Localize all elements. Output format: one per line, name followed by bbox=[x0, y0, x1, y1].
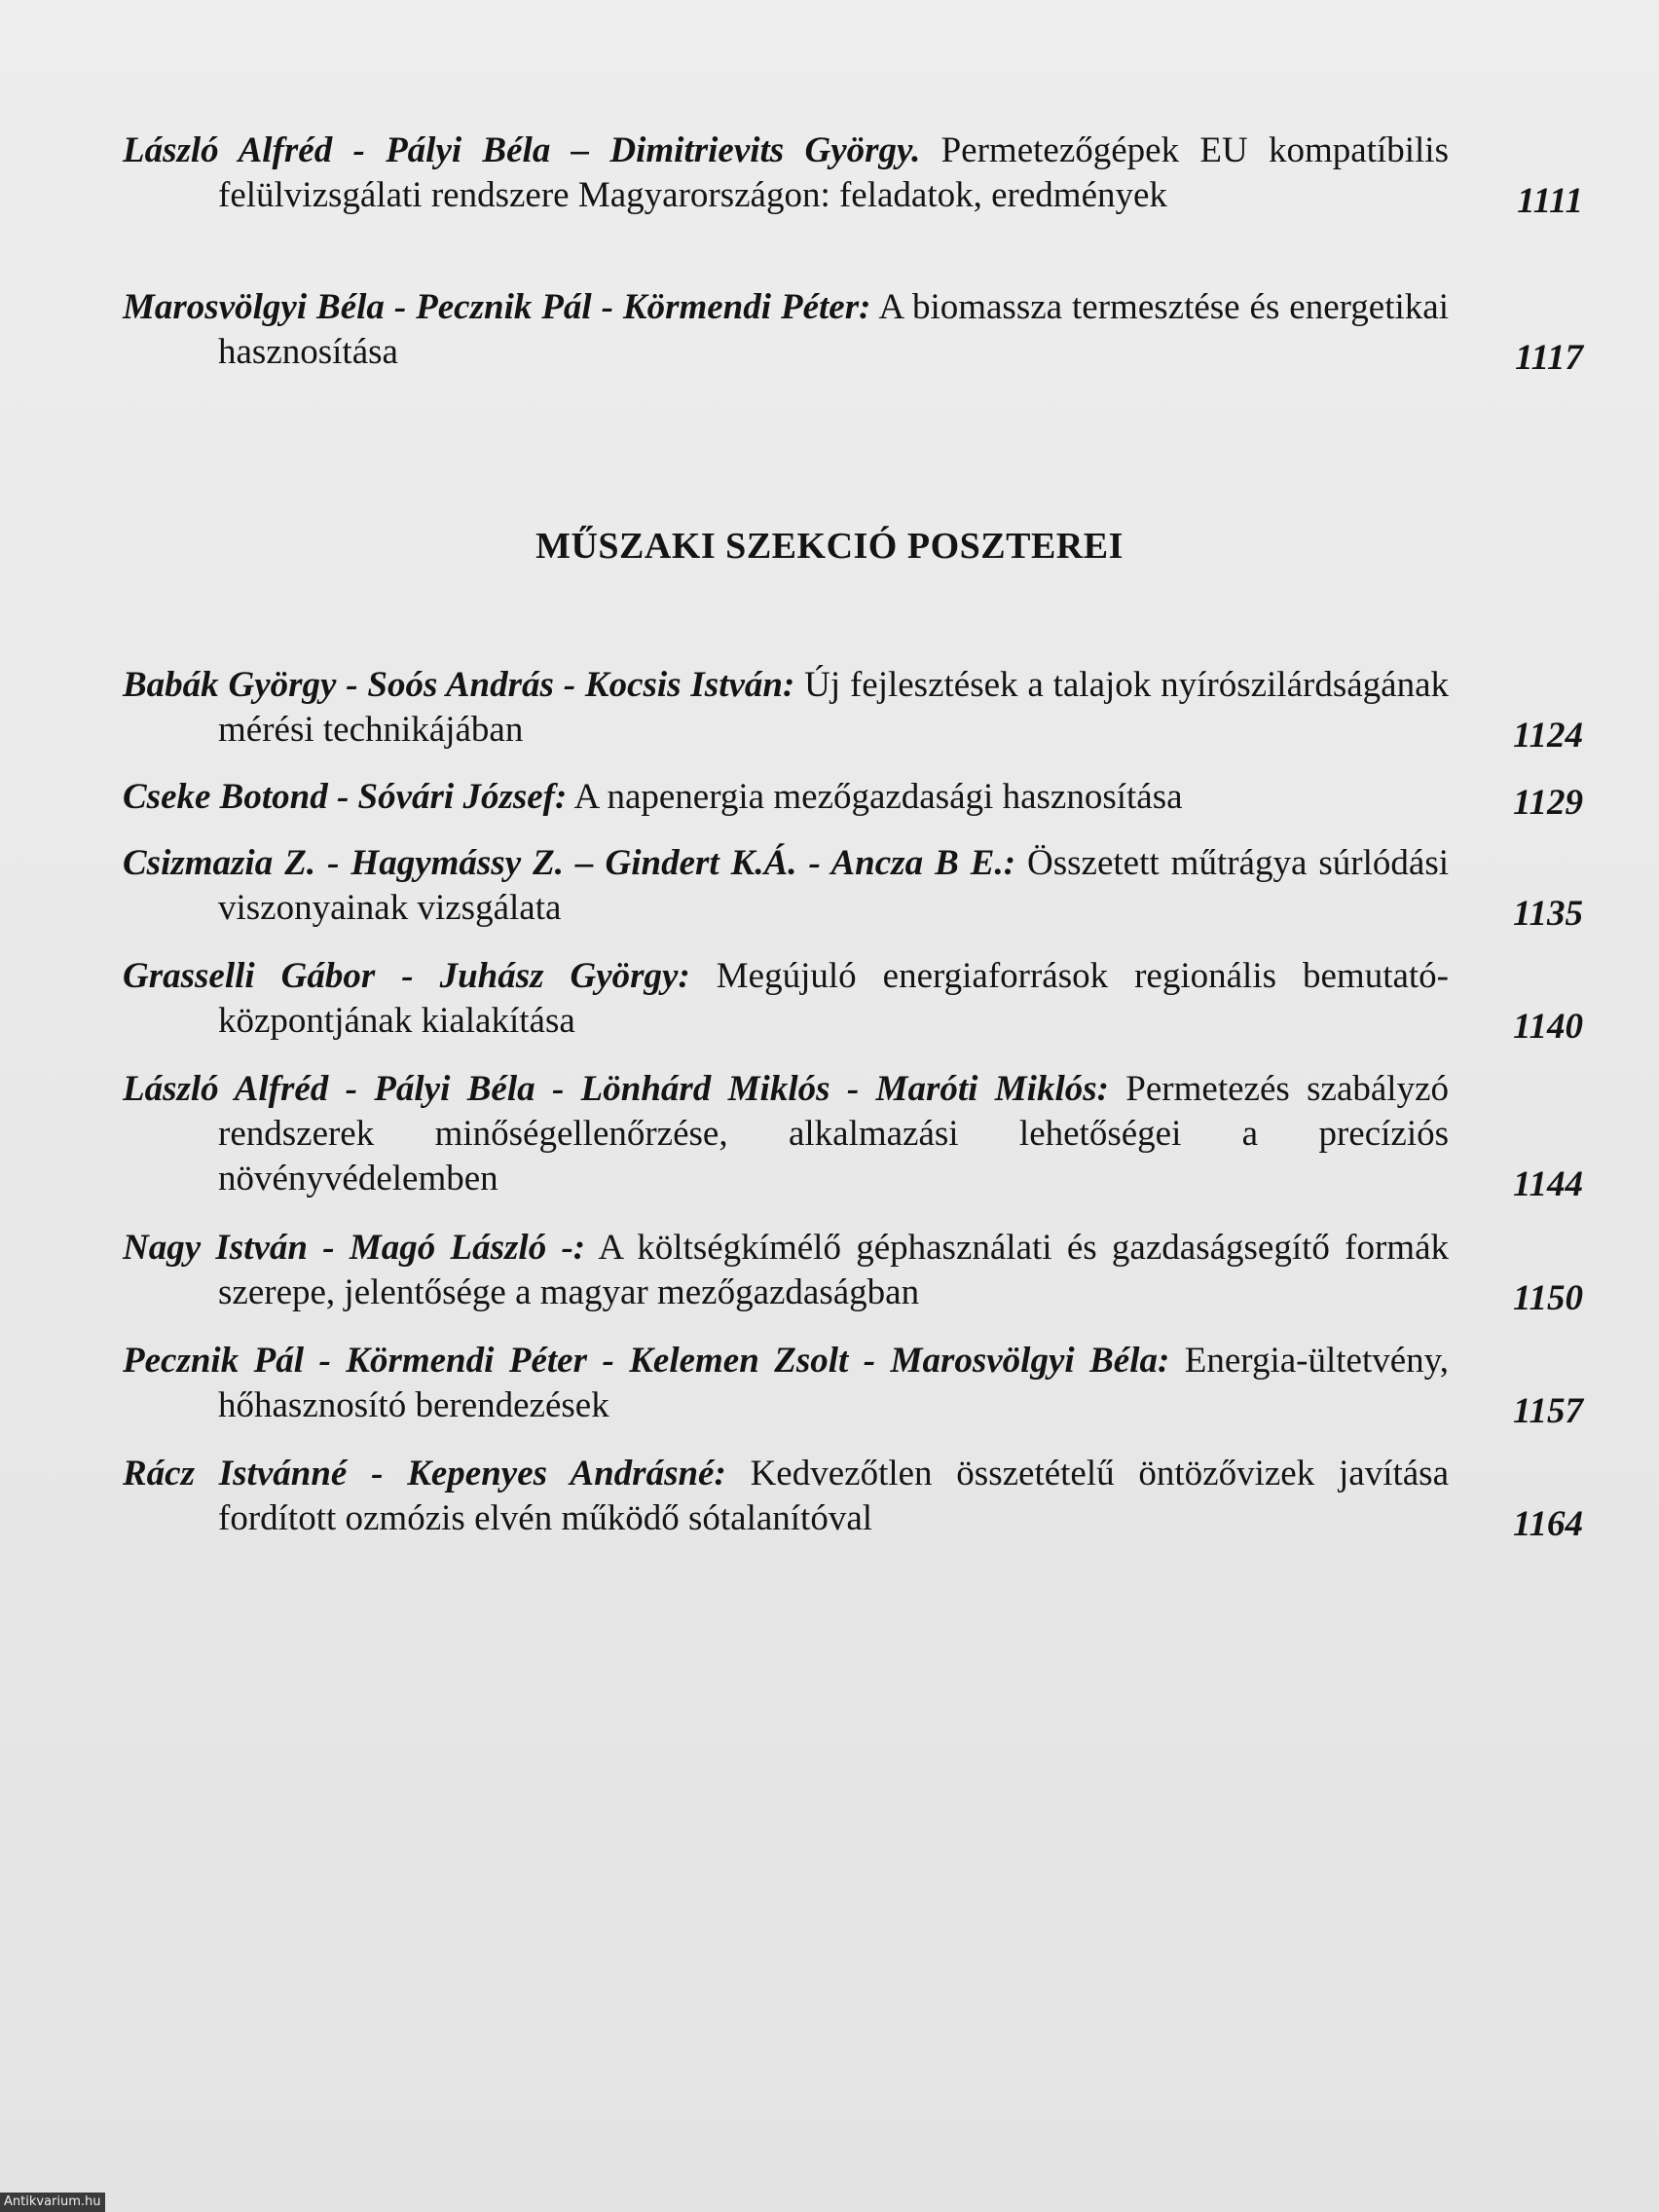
entry-authors: Csizmazia Z. - Hagymássy Z. – Gindert K.Á. - Ancza B E.: bbox=[123, 843, 1016, 883]
watermark-logo: Antikvarium.hu bbox=[0, 2193, 105, 2212]
entry-title: Kedvezőtlen összetételű öntözővizek javítása fordított ozmózis elvén működő sótalanítóval bbox=[218, 1454, 1449, 1538]
entry-page-number: 1124 bbox=[1513, 716, 1583, 756]
toc-entry bbox=[123, 129, 1583, 221]
toc-entry bbox=[123, 1226, 1583, 1318]
toc-entry bbox=[123, 841, 1583, 934]
entry-title: A biomassza termesztése és energetikai hasznosítása bbox=[218, 287, 1449, 372]
entry-page-number: 1150 bbox=[1513, 1278, 1583, 1318]
entry-authors: László Alfréd - Pályi Béla – Dimitrievits György. bbox=[123, 130, 921, 170]
toc-entry bbox=[123, 663, 1583, 756]
entry-authors: Pecznik Pál - Körmendi Péter - Kelemen Zsolt - Marosvölgyi Béla: bbox=[123, 1341, 1170, 1381]
entry-authors: Babák György - Soós András - Kocsis István: bbox=[123, 665, 795, 705]
entry-title: A napenergia mezőgazdasági hasznosítása bbox=[567, 777, 1183, 817]
entry-authors: Marosvölgyi Béla - Pecznik Pál - Körmendi Péter: bbox=[123, 287, 871, 327]
entry-page-number: 1164 bbox=[1513, 1504, 1583, 1544]
entry-title: Permetezőgépek EU kompatíbilis felülvizsgálati rendszere Magyarországon: feladatok, eredmények bbox=[218, 130, 1449, 215]
entry-page-number: 1117 bbox=[1515, 338, 1583, 378]
entry-page-number: 1140 bbox=[1513, 1007, 1583, 1047]
toc-entry bbox=[123, 954, 1583, 1047]
entry-page-number: 1129 bbox=[1513, 783, 1583, 823]
entry-title: Új fejlesztések a talajok nyírószilárdságának mérési technikájában bbox=[218, 665, 1449, 750]
toc-entry bbox=[123, 1339, 1583, 1431]
toc-entry bbox=[123, 1067, 1583, 1204]
entry-title: Összetett műtrágya súrlódási viszonyainak vizsgálata bbox=[218, 843, 1450, 928]
section-heading: MŰSZAKI SZEKCIÓ POSZTEREI bbox=[535, 526, 1124, 567]
entry-page-number: 1157 bbox=[1513, 1391, 1583, 1431]
entry-authors: Cseke Botond - Sóvári József: bbox=[123, 777, 568, 817]
entry-page-number: 1111 bbox=[1517, 181, 1583, 221]
toc-entry bbox=[123, 285, 1583, 378]
entry-authors: Grasselli Gábor - Juhász György: bbox=[123, 956, 690, 996]
entry-authors: Rácz Istvánné - Kepenyes Andrásné: bbox=[123, 1454, 726, 1493]
entry-authors: Nagy István - Magó László -: bbox=[123, 1228, 586, 1268]
entry-title: Permetezés szabályzó rendszerek minőségellenőrzése, alkalmazási lehetőségei a precíziós növényvédelemben bbox=[218, 1069, 1450, 1198]
entry-page-number: 1135 bbox=[1513, 894, 1583, 934]
entry-title: A költségkímélő géphasználati és gazdaságsegítő formák szerepe, jelentősége a magyar mezőgazdaságban bbox=[218, 1228, 1450, 1312]
entry-title: Energia-ültetvény, hőhasznosító berendezések bbox=[218, 1341, 1449, 1425]
toc-entry bbox=[123, 1452, 1583, 1544]
entry-authors: László Alfréd - Pályi Béla - Lönhárd Miklós - Maróti Miklós: bbox=[123, 1069, 1109, 1109]
entry-title: Megújuló energiaforrások regionális bemutató-központjának kialakítása bbox=[218, 956, 1450, 1041]
toc-entry bbox=[123, 775, 1583, 823]
entry-page-number: 1144 bbox=[1513, 1164, 1583, 1204]
